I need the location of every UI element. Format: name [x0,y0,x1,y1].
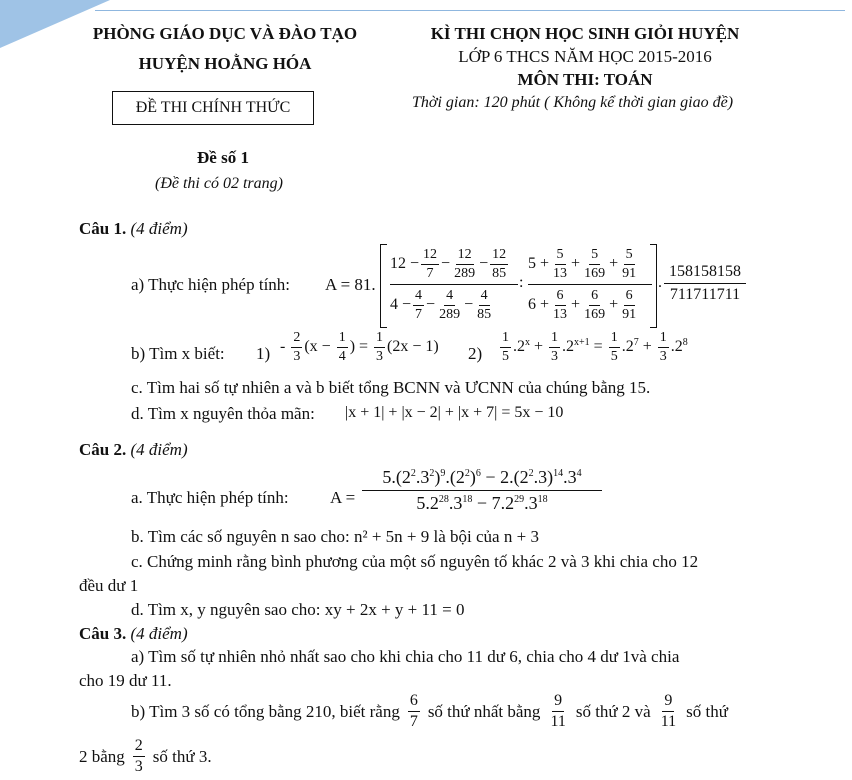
district-name: HUYỆN HOẰNG HÓA [138,54,312,73]
time-limit: Thời gian: 120 phút ( Không kể thời gian giao đề) [412,94,734,111]
q1b-part1-label: 1) [256,344,271,363]
q3a-line1: a) Tìm số tự nhiên nhỏ nhất sao cho khi chia cho 11 dư 6, chia cho 4 dư 1và chia [131,647,680,666]
q3a-line2: cho 19 dư 11. [79,671,172,690]
header-rule [95,10,845,11]
q1-points: (4 điểm) [130,219,188,238]
divide-sign: : [519,274,524,291]
tail-numerator: 158158158 [664,263,746,284]
q1b-part2-label: 2) [468,344,483,363]
q1c: c. Tìm hai số tự nhiên a và b biết tổng BCNN và ƯCNN của chúng bằng 15. [131,378,651,397]
q3b-text4: số thứ [686,701,728,721]
q2b: b. Tìm các số nguyên n sao cho: n² + 5n + 9 là bội của n + 3 [131,527,539,546]
q2c-line1: c. Chứng minh rằng bình phương của một số nguyên tố khác 2 và 3 khi chia cho 12 [131,552,699,571]
q2c-line2: đều dư 1 [79,576,139,595]
q2a-fraction: $5.(2^2.3^2)^9.(2^2)^6 - 2.(2^2.3)^{14}.3^4$ $5.2^{28}.3^{18} - 7.2^{29}.3^{18}$ [362,467,602,514]
q1a-tail-fraction [664,263,746,304]
subject: MÔN THI: TOÁN [517,70,653,89]
q2d: d. Tìm x, y nguyên sao cho: xy + 2x + y + 11 = 0 [131,600,465,619]
q1b-equation2: $\frac{1}{5}$ $.2^x$ + $\frac{1}{3}$ $.2^{x+1}$ = $\frac{1}{5}$ $.2^7$ + $\frac{1}{3}$ $.2^8$ [502,330,688,364]
q3b-line1: b) Tìm 3 số có tổng bằng 210, biết rằng $\frac{6}{7}$ số thứ nhất bằng $\frac{9}{11}$ số thứ 2 và $\frac{9}{11}$ số thứ [131,692,728,730]
q2a-lhs: A = [330,488,356,507]
q1b-equation1: - $\frac{2}{3}$ (x − $\frac{1}{4}$ ) = $\frac{1}{3}$ (2x − 1) [280,330,439,364]
left-bracket [380,244,387,328]
q3b-line2: 2 bằng $\frac{2}{3}$ số thứ 3. [79,737,212,775]
tail-denominator: 711711711 [669,286,741,303]
q1a-first-fraction: 12 − $\frac{12}{7}$ − $\frac{12}{289}$ − $\frac{12}{85}$ 4 − $\frac{4}{7}$ − $\frac{4}{289}$ − $\frac{4}{85}$ [390,244,518,325]
q2a-label: a. Thực hiện phép tính: [131,488,289,507]
q1b-label: b) Tìm x biết: [131,344,225,363]
q3b-text2: số thứ nhất bằng [427,701,541,721]
grade-year: LỚP 6 THCS NĂM HỌC 2015-2016 [458,47,712,66]
q1-title: Câu 1. [79,219,127,238]
q3b-text3: số thứ 2 và [575,701,651,721]
exam-number: Đề số 1 [197,148,249,167]
q3-title: Câu 3. [79,624,127,643]
q3-heading [79,624,188,644]
official-exam-box [112,91,314,125]
q3b-text1: b) Tìm 3 số có tổng bằng 210, biết rằng [131,701,400,721]
q1d-label: d. Tìm x nguyên thỏa mãn: [131,404,315,423]
pages-note: (Đề thi có 02 trang) [155,175,283,192]
q3b-text5: 2 bằng [79,746,125,766]
q3-points: (4 điểm) [130,624,188,643]
q3b-text6: số thứ 3. [152,746,212,766]
q1a-second-fraction: 5 + $\frac{5}{13}$ + $\frac{5}{169}$ + $\frac{5}{91}$ 6 + $\frac{6}{13}$ + $\frac{6}{169}$ + $\frac{6}{91}$ [528,244,652,325]
q2-heading [79,440,188,460]
q1a-label: a) Thực hiện phép tính: [131,275,291,294]
q2-title: Câu 2. [79,440,127,459]
multiply-dot: . [658,274,662,291]
q1-heading [79,219,188,239]
q2-points: (4 điểm) [130,440,188,459]
department-name: PHÒNG GIÁO DỤC VÀ ĐÀO TẠO [92,24,358,43]
q1a-prefix: A = 81. [325,275,376,294]
exam-name: KÌ THI CHỌN HỌC SINH GIỎI HUYỆN [430,24,740,43]
official-exam-label: ĐỀ THI CHÍNH THỨC [135,99,291,116]
q1d-expression: |x + 1| + |x − 2| + |x + 7| = 5x − 10 [345,404,564,421]
